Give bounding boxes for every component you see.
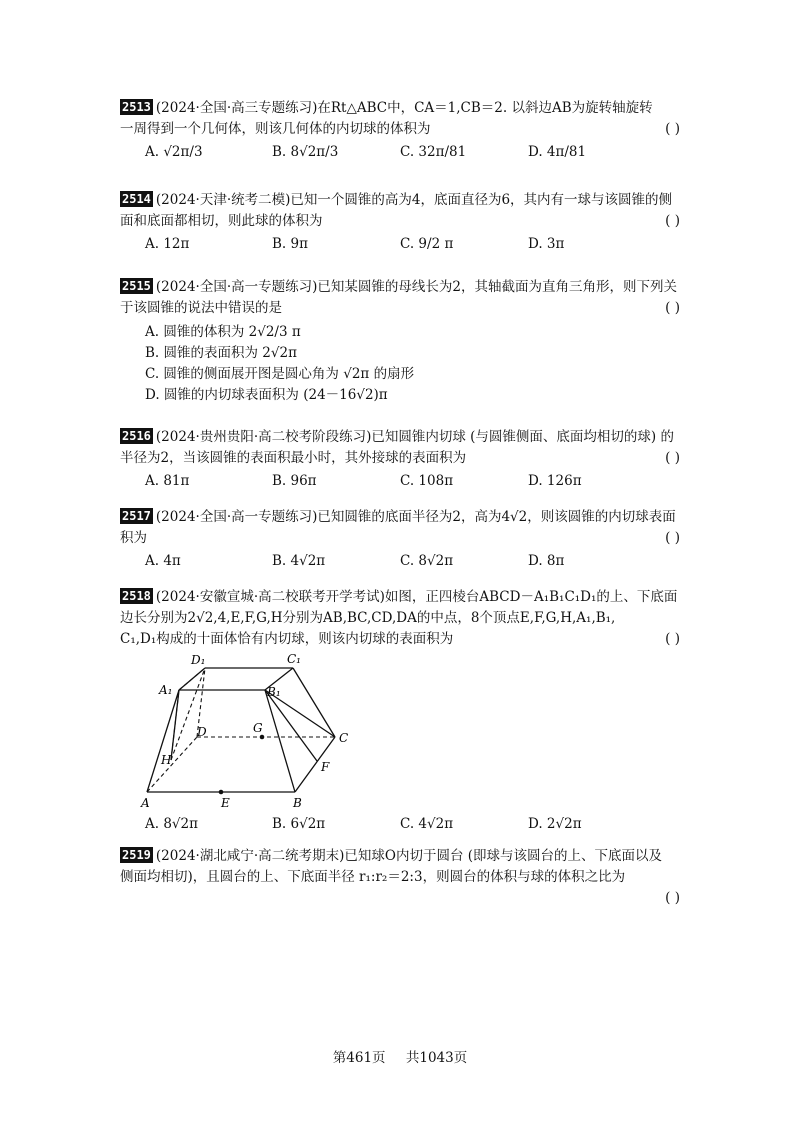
problem-text: (2024·湖北咸宁·高二统考期末)已知球O内切于圆台 (即球与该圆台的上、下底面以及 [155, 848, 663, 864]
problem-text: (2024·贵州贵阳·高二校考阶段练习)已知圆锥内切球 (与圆锥侧面、底面均相切的球) 的 [155, 429, 674, 445]
answer-paren: ( ) [665, 121, 680, 137]
answer-paren: ( ) [665, 631, 680, 647]
problem-text: (2024·全国·高三专题练习)在Rt△ABC中，CA＝1,CB＝2. 以斜边AB为旋转轴旋转 [155, 100, 653, 116]
frustum-figure [135, 650, 355, 810]
point-e [219, 790, 224, 795]
label-b: B [293, 796, 302, 810]
page-number: 第461页 [332, 1050, 386, 1066]
option-c: C. 32π/81 [400, 144, 467, 160]
option-b: B. 圆锥的表面积为 2√2π [145, 345, 297, 361]
problem-2516 [120, 427, 680, 497]
option-b: B. 6√2π [272, 816, 326, 832]
problem-text: (2024·全国·高一专题练习)已知某圆锥的母线长为2，其轴截面为直角三角形，则下列关 [155, 279, 677, 295]
label-d: D [197, 725, 207, 739]
problem-2513 [120, 98, 680, 168]
option-b: B. 8√2π/3 [272, 144, 339, 160]
problem-number: 2513 [122, 100, 151, 114]
problem-2519 [120, 846, 680, 909]
problem-text: 于该圆锥的说法中错误的是 [120, 300, 282, 316]
option-a: A. 81π [145, 473, 190, 489]
option-d: D. 2√2π [528, 816, 582, 832]
option-d: D. 126π [528, 473, 582, 489]
problem-number: 2517 [122, 509, 151, 523]
problem-text: 边长分别为2√2,4,E,F,G,H分别为AB,BC,CD,DA的中点，8个顶点E,F,G,H,A₁,B₁, [120, 610, 616, 626]
problem-2517 [120, 507, 680, 577]
problem-2518-options [120, 812, 680, 840]
label-c: C [339, 731, 349, 745]
option-b: B. 96π [272, 473, 317, 489]
option-c: C. 8√2π [400, 553, 454, 569]
problem-2514 [120, 190, 680, 260]
option-a: A. √2π/3 [145, 144, 203, 160]
problem-text: 积为 [120, 530, 147, 546]
answer-paren: ( ) [665, 890, 680, 906]
problem-text: (2024·全国·高一专题练习)已知圆锥的底面半径为2，高为4√2，则该圆锥的内切球表面 [155, 509, 676, 525]
page-total: 共1043页 [405, 1050, 468, 1066]
option-d: D. 3π [528, 236, 565, 252]
option-d: D. 圆锥的内切球表面积为 (24－16√2)π [145, 387, 388, 403]
answer-paren: ( ) [665, 450, 680, 466]
problem-number: 2516 [122, 429, 151, 443]
option-a: A. 12π [145, 236, 190, 252]
label-h: H [161, 753, 172, 767]
option-b: B. 4√2π [272, 553, 326, 569]
problem-2518 [120, 587, 680, 650]
option-d: D. 4π/81 [528, 144, 587, 160]
problem-number: 2518 [122, 589, 151, 603]
answer-paren: ( ) [665, 213, 680, 229]
label-e: E [221, 796, 230, 810]
option-a: A. 8√2π [145, 816, 198, 832]
problem-text: 侧面均相切)，且圆台的上、下底面半径 r₁:r₂＝2:3，则圆台的体积与球的体积之比为 [120, 869, 626, 885]
label-c1: C₁ [287, 652, 301, 666]
option-c: C. 108π [400, 473, 454, 489]
option-c: C. 9/2 π [400, 236, 454, 252]
option-a: A. 4π [145, 553, 181, 569]
problem-number: 2515 [122, 279, 151, 293]
problem-text: 面和底面都相切，则此球的体积为 [120, 213, 323, 229]
option-a: A. 圆锥的体积为 2√2/3 π [145, 324, 301, 340]
option-c: C. 圆锥的侧面展开图是圆心角为 √2π 的扇形 [145, 366, 415, 382]
label-b1: B₁ [267, 685, 281, 699]
option-d: D. 8π [528, 553, 565, 569]
option-c: C. 4√2π [400, 816, 454, 832]
label-g: G [253, 721, 263, 735]
label-a1: A₁ [159, 683, 173, 697]
problem-number: 2519 [122, 848, 151, 862]
answer-paren: ( ) [665, 530, 680, 546]
problem-text: 一周得到一个几何体，则该几何体的内切球的体积为 [120, 121, 431, 137]
label-d1: D₁ [191, 653, 206, 667]
answer-paren: ( ) [665, 300, 680, 316]
problem-2515 [120, 277, 680, 406]
page-footer [0, 1046, 800, 1066]
problem-text: C₁,D₁构成的十面体恰有内切球，则该内切球的表面积为 [120, 631, 454, 647]
problem-number: 2514 [122, 192, 151, 206]
problem-text: 半径为2，当该圆锥的表面积最小时，其外接球的表面积为 [120, 450, 467, 466]
problem-text: (2024·天津·统考二模)已知一个圆锥的高为4，底面直径为6，其内有一球与该圆锥的侧 [155, 192, 673, 208]
label-f: F [321, 760, 330, 774]
problem-text: (2024·安徽宣城·高二校联考开学考试)如图，正四棱台ABCD－A₁B₁C₁D₁的上、下底面 [155, 589, 678, 605]
option-b: B. 9π [272, 236, 308, 252]
point-g [260, 735, 265, 740]
label-a: A [141, 796, 150, 810]
